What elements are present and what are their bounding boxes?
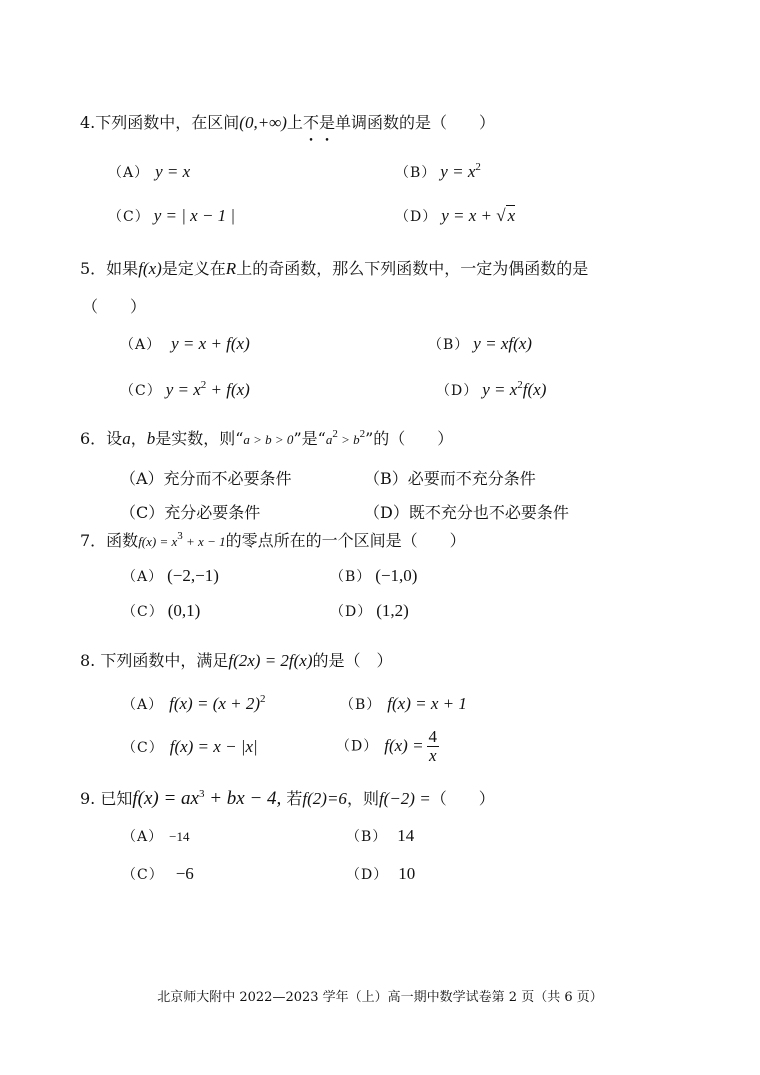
q5-stem-mid: 是定义在	[161, 259, 226, 278]
q9-stem	[80, 786, 495, 810]
option-label: （A）	[122, 697, 164, 713]
q6-stem	[80, 426, 453, 449]
q7-stem-post: 的零点所在的一个区间是（ ）	[225, 531, 466, 550]
q6-cond2-exp1: 2	[332, 428, 338, 440]
q7-c-value: (0,1)	[167, 601, 201, 620]
q7-option-a	[122, 566, 219, 586]
q9-exponent: 3	[198, 788, 205, 800]
q6-cond2-a: a	[325, 432, 333, 447]
q4-option-c	[108, 206, 235, 226]
q8-b-expression: f(x) = x + 1	[387, 694, 467, 713]
q9-option-d	[346, 864, 415, 884]
q7-expression-post: + x − 1	[182, 534, 226, 549]
q9-option-c	[122, 864, 194, 884]
q8-stem	[80, 648, 393, 671]
q9-expression-post: + bx − 4,	[204, 788, 282, 809]
q4-stem-pre: 4.下列函数中，在区间	[80, 113, 240, 132]
q5-c-expression-post: + f(x)	[206, 380, 250, 399]
q6-var-a: a	[122, 429, 131, 448]
q8-d-numerator: 4	[428, 727, 438, 746]
option-label: （B）	[330, 569, 372, 585]
page-footer: 北京师大附中 2022—2023 学年（上）高一期中数学试卷第 2 页（共 6 页）	[157, 990, 603, 1005]
q9-c-value: −6	[175, 864, 194, 883]
q6-option-a: （A）充分而不必要条件	[120, 469, 292, 488]
option-label: （A）	[120, 337, 162, 353]
q4-option-a	[108, 162, 190, 182]
q5-option-b	[428, 334, 532, 354]
q5-stem-post: 上的奇函数，那么下列函数中，一定为偶函数的是	[236, 259, 589, 278]
option-label: （D）	[436, 383, 479, 399]
option-label: （A）	[122, 829, 164, 845]
q7-stem	[80, 528, 466, 551]
q6-stem-post: ”的（ ）	[365, 429, 454, 448]
q6-var-b: b	[146, 429, 156, 448]
option-label: （D）	[395, 209, 438, 225]
q4-option-b	[395, 162, 481, 182]
q6-cond2-gt: >	[337, 432, 354, 447]
q9-stem-pre: 9. 已知	[80, 789, 133, 808]
option-label: （C）	[108, 209, 150, 225]
q4-b-exponent: 2	[475, 161, 481, 173]
q4-stem-word: 上	[286, 113, 303, 132]
q4-interval: (0,+∞)	[239, 113, 287, 132]
q6-cond2-exp2: 2	[359, 428, 366, 440]
q7-exponent: 3	[177, 530, 183, 542]
q5-d-exponent: 2	[517, 379, 523, 391]
q9-b-value: 14	[397, 826, 415, 845]
q5-stem-pre: 5．如果	[80, 259, 139, 278]
q4-stem-post: 单调函数的是（ ）	[335, 113, 496, 132]
q6-separator: ，	[130, 429, 147, 448]
q8-d-expression: f(x) =	[384, 735, 424, 755]
q4-stem	[80, 110, 495, 133]
q5-c-exponent: 2	[200, 379, 207, 391]
q4-d-expression: y = x +	[441, 206, 497, 225]
q6-condition-1: a > b > 0	[243, 432, 294, 447]
q9-stem-mid2: ，则	[346, 789, 379, 808]
q7-option-d	[330, 601, 409, 621]
option-label: （D）	[346, 867, 389, 883]
q4-b-expression: y = x	[440, 162, 476, 181]
q5-stem	[80, 256, 588, 279]
q4-option-d: （D） y = x + √ x	[395, 206, 516, 225]
option-label: （B）	[346, 829, 388, 845]
q5-option-c	[120, 380, 250, 400]
q9-stem-mid: 若	[281, 789, 303, 808]
q4-a-expression: y = x	[155, 162, 191, 181]
q6-stem-mid: 是实数，则“	[155, 429, 244, 448]
q5-answer-paren: （ ）	[82, 297, 147, 316]
q8-option-d	[336, 728, 439, 765]
q7-a-value: (−2,−1)	[167, 566, 219, 585]
q9-d-value: 10	[398, 864, 416, 883]
q8-stem-post: 的是（ ）	[312, 651, 393, 670]
q7-b-value: (−1,0)	[375, 566, 418, 585]
q5-a-expression: y = x + f(x)	[171, 334, 250, 353]
option-label: （C）	[120, 383, 162, 399]
option-label: （A）	[122, 569, 164, 585]
q7-stem-pre: 7．函数	[80, 531, 139, 550]
q6-option-d: （D）既不充分也不必要条件	[364, 503, 569, 522]
q8-stem-pre: 8. 下列函数中，满足	[80, 651, 229, 670]
q6-cond2-b: b	[353, 432, 360, 447]
q8-c-expression: f(x) = x − |x|	[169, 737, 258, 756]
q8-option-a	[122, 694, 266, 714]
q5-b-expression: y = xf(x)	[473, 334, 532, 353]
q4-c-expression: y = | x − 1 |	[153, 206, 236, 225]
option-label: （B）	[340, 697, 382, 713]
q9-a-value: −14	[169, 829, 190, 844]
q8-a-exponent: 2	[260, 693, 266, 705]
option-label: （A）	[108, 165, 150, 181]
q5-fx: f(x)	[138, 259, 162, 278]
q7-option-c	[122, 601, 200, 621]
q9-option-a	[122, 826, 189, 846]
q7-expression-pre: f(x) = x	[138, 534, 178, 549]
q9-answer-paren: （ ）	[430, 789, 495, 808]
q8-a-expression: f(x) = (x + 2)	[169, 694, 261, 713]
q4-emphasis-word: 不	[302, 113, 319, 132]
q8-d-denominator: x	[429, 746, 437, 765]
q8-option-b	[340, 694, 467, 714]
q6-option-b: （B）必要而不充分条件	[364, 469, 536, 488]
q8-condition: f(2x) = 2f(x)	[228, 651, 313, 670]
q9-expression-pre: f(x) = ax	[132, 788, 199, 809]
q6-stem-mid2: ”是“	[293, 429, 326, 448]
q7-option-b	[330, 566, 417, 586]
q9-option-b	[346, 826, 414, 846]
q8-d-fraction	[427, 728, 440, 765]
q9-given: f(2)=6	[302, 789, 347, 808]
q6-stem-pre: 6．设	[80, 429, 123, 448]
q4-d-sqrt-arg: x	[507, 206, 516, 225]
q5-d-expression-pre: y = x	[482, 380, 518, 399]
q6-option-c: （C）充分必要条件	[120, 503, 261, 522]
q9-ask: f(−2) =	[378, 789, 431, 808]
q7-d-value: (1,2)	[376, 601, 409, 620]
q5-option-d	[436, 380, 546, 400]
option-label: （C）	[122, 740, 164, 756]
q5-option-a	[120, 334, 250, 354]
option-label: （C）	[122, 604, 164, 620]
option-label: （D）	[336, 738, 379, 755]
q5-real-set: R	[225, 259, 237, 278]
q5-d-expression-post: f(x)	[522, 380, 547, 399]
option-label: （B）	[395, 165, 437, 181]
q4-emphasis-word: 是	[318, 113, 335, 132]
option-label: （B）	[428, 337, 470, 353]
q5-c-expression-pre: y = x	[165, 380, 201, 399]
option-label: （C）	[122, 867, 164, 883]
option-label: （D）	[330, 604, 373, 620]
q8-option-c	[122, 737, 258, 757]
